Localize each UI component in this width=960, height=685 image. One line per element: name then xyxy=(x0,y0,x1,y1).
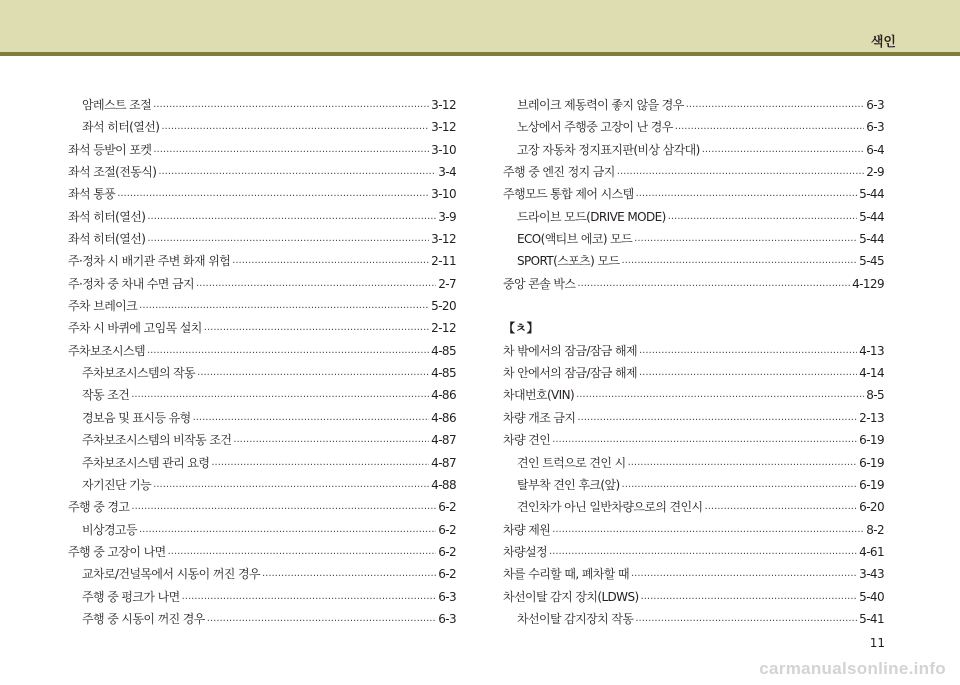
dot-leader xyxy=(262,563,436,585)
index-entry xyxy=(68,139,456,161)
index-entry xyxy=(68,519,456,541)
dot-leader xyxy=(193,407,430,429)
index-entry-page: 4-85 xyxy=(431,366,456,381)
index-entry xyxy=(503,228,884,250)
index-entry-page: 2-13 xyxy=(859,410,884,425)
dot-leader xyxy=(147,228,429,250)
index-entry-label: 좌석 히터(열선) xyxy=(82,120,160,135)
dot-leader xyxy=(131,384,429,406)
index-entry-label: 고장 자동차 정지표지판(비상 삼각대) xyxy=(517,142,700,157)
index-entry-page: 4-86 xyxy=(431,388,456,403)
index-entry-label: 주차보조시스템의 작동 xyxy=(82,366,196,381)
dot-leader xyxy=(549,541,857,563)
dot-leader xyxy=(617,161,864,183)
dot-leader xyxy=(196,273,436,295)
index-entry-page: 2-12 xyxy=(431,321,456,336)
index-entry xyxy=(503,384,884,406)
dot-leader xyxy=(705,496,858,518)
index-entry-page: 3-12 xyxy=(431,98,456,112)
index-entry-label: 주차보조시스템의 비작동 조건 xyxy=(82,433,232,448)
index-entry-label: 브레이크 제동력이 좋지 않을 경우 xyxy=(517,98,684,112)
index-entry-page: 5-44 xyxy=(859,187,884,202)
index-entry-label: 좌석 조절(전동식) xyxy=(68,165,157,180)
index-entry-page: 2-11 xyxy=(431,254,456,269)
dot-leader xyxy=(675,116,864,138)
dot-leader xyxy=(232,250,429,272)
index-entry-page: 5-44 xyxy=(859,209,884,224)
watermark[interactable]: carmanualsonline.info xyxy=(759,659,946,678)
dot-leader xyxy=(147,206,436,228)
dot-leader xyxy=(635,608,857,630)
index-entry xyxy=(68,384,456,406)
index-entry-page: 4-129 xyxy=(852,276,884,291)
index-entry xyxy=(503,474,884,496)
dot-leader xyxy=(686,94,864,116)
index-entry-label: 좌석 통풍 xyxy=(68,187,116,202)
index-entry-page: 6-2 xyxy=(438,544,456,559)
index-entry-page: 6-19 xyxy=(859,455,884,470)
index-entry-page: 3-43 xyxy=(859,567,884,582)
index-entry-label: 차량 개조 금지 xyxy=(503,410,576,425)
index-entry-label: 경보음 및 표시등 유형 xyxy=(82,410,191,425)
dot-leader xyxy=(636,183,858,205)
dot-leader xyxy=(139,295,429,317)
index-entry xyxy=(503,362,884,384)
index-entry-label: 주행 중 고장이 나면 xyxy=(68,544,166,559)
index-entry-label: 좌석 등받이 포켓 xyxy=(68,142,152,157)
index-entry-page: 3-12 xyxy=(431,232,456,247)
index-entry xyxy=(503,586,884,608)
index-entry-label: 차량 견인 xyxy=(503,433,551,448)
index-entry-page: 6-2 xyxy=(438,567,456,582)
index-entry xyxy=(503,161,884,183)
index-entry xyxy=(503,541,884,563)
index-entry xyxy=(503,496,884,518)
index-entry-page: 4-88 xyxy=(431,477,456,492)
index-entry-page: 4-13 xyxy=(859,343,884,358)
dot-leader xyxy=(117,183,429,205)
index-entry-page: 5-44 xyxy=(859,232,884,247)
dot-leader xyxy=(161,116,429,138)
index-entry-label: 작동 조건 xyxy=(82,388,130,403)
index-entry-page: 6-4 xyxy=(866,142,884,157)
index-entry-page: 4-87 xyxy=(431,433,456,448)
index-entry-label: ECO(액티브 에코) 모드 xyxy=(517,232,633,247)
dot-leader xyxy=(207,608,436,630)
index-entry-label: 주행 중 경고 xyxy=(68,500,130,515)
index-entry-page: 4-87 xyxy=(431,455,456,470)
index-entry xyxy=(68,563,456,585)
index-entry-label: 주행모드 통합 제어 시스템 xyxy=(503,187,634,202)
index-entry-label: 좌석 히터(열선) xyxy=(68,209,146,224)
page-number: 11 xyxy=(869,636,885,650)
index-entry-page: 2-9 xyxy=(866,165,884,180)
index-entry-page: 2-7 xyxy=(438,276,456,291)
index-entry-label: 차를 수리할 때, 폐차할 때 xyxy=(503,567,629,582)
index-entry-label: 차선이탈 감지장치 작동 xyxy=(517,611,634,626)
index-entry xyxy=(68,183,456,205)
index-entry xyxy=(503,563,884,585)
index-entry-page: 6-19 xyxy=(859,433,884,448)
index-entry xyxy=(503,429,884,451)
index-entry-page: 3-4 xyxy=(438,165,456,180)
index-entry xyxy=(68,94,456,116)
dot-leader xyxy=(211,452,429,474)
dot-leader xyxy=(639,340,857,362)
index-entry-page: 8-2 xyxy=(866,522,884,537)
index-entry-label: 자기진단 기능 xyxy=(82,477,152,492)
index-entry-label: 비상경고등 xyxy=(82,522,137,537)
index-entry-label: 주·정차 중 차내 수면 금지 xyxy=(68,276,194,291)
index-entry-label: 차 안에서의 잠금/잠금 해제 xyxy=(503,366,637,381)
blank-row xyxy=(503,295,884,317)
index-entry-label: 중앙 콘솔 박스 xyxy=(503,276,576,291)
dot-leader xyxy=(197,362,429,384)
dot-leader xyxy=(621,250,857,272)
section-heading-label: 【ㅊ】 xyxy=(503,321,539,336)
dot-leader xyxy=(204,317,429,339)
index-entry-label: 주행 중 엔진 정지 금지 xyxy=(503,165,615,180)
index-entry xyxy=(503,519,884,541)
index-entry xyxy=(68,206,456,228)
dot-leader xyxy=(158,161,436,183)
dot-leader xyxy=(153,474,429,496)
index-entry-page: 8-5 xyxy=(866,388,884,403)
index-entry xyxy=(68,407,456,429)
index-entry-page: 3-10 xyxy=(431,187,456,202)
index-entry-page: 4-86 xyxy=(431,410,456,425)
dot-leader xyxy=(634,228,857,250)
index-entry-page: 4-61 xyxy=(859,544,884,559)
index-entry xyxy=(68,116,456,138)
index-entry-label: 주차 시 바퀴에 고임목 설치 xyxy=(68,321,202,336)
index-entry-label: 주행 중 시동이 꺼진 경우 xyxy=(82,611,205,626)
index-entry-page: 6-3 xyxy=(866,120,884,135)
index-entry-page: 6-2 xyxy=(438,522,456,537)
dot-leader xyxy=(182,586,437,608)
index-entry-label: 좌석 히터(열선) xyxy=(68,232,146,247)
header-rule xyxy=(0,52,960,56)
index-entry xyxy=(503,206,884,228)
index-entry-label: 탈부착 견인 후크(앞) xyxy=(517,477,620,492)
index-entry-page: 5-41 xyxy=(859,611,884,626)
index-entry-page: 3-10 xyxy=(431,142,456,157)
index-entry xyxy=(68,452,456,474)
dot-leader xyxy=(552,429,857,451)
index-entry-label: 교차로/건널목에서 시동이 꺼진 경우 xyxy=(82,567,260,582)
index-entry-label: 주차보조시스템 xyxy=(68,343,145,358)
index-entry xyxy=(68,429,456,451)
index-entry xyxy=(503,116,884,138)
index-entry-label: 암레스트 조절 xyxy=(82,98,152,112)
index-entry-page: 4-14 xyxy=(859,366,884,381)
index-entry-page: 5-45 xyxy=(859,254,884,269)
index-entry-label: 주·정차 시 배기관 주변 화재 위험 xyxy=(68,254,231,269)
index-entry xyxy=(68,586,456,608)
index-entry xyxy=(68,250,456,272)
index-entry xyxy=(503,452,884,474)
index-entry xyxy=(503,273,884,295)
index-entry xyxy=(68,273,456,295)
index-entry xyxy=(68,161,456,183)
dot-leader xyxy=(131,496,436,518)
index-entry-page: 6-3 xyxy=(866,98,884,112)
index-entry xyxy=(68,496,456,518)
index-entry xyxy=(503,407,884,429)
dot-leader xyxy=(668,206,857,228)
index-entry-page: 6-20 xyxy=(859,500,884,515)
dot-leader xyxy=(576,384,864,406)
index-entry xyxy=(68,608,456,630)
index-entry-label: 주행 중 펑크가 나면 xyxy=(82,589,180,604)
index-entry-label: 차선이탈 감지 장치(LDWS) xyxy=(503,589,639,604)
index-entry-page: 6-3 xyxy=(438,611,456,626)
index-entry-label: 견인 트럭으로 견인 시 xyxy=(517,455,626,470)
index-entry xyxy=(503,250,884,272)
index-entry-label: 차량설정 xyxy=(503,544,547,559)
index-entry xyxy=(68,362,456,384)
index-entry xyxy=(503,608,884,630)
index-entry xyxy=(503,139,884,161)
index-entry-page: 5-40 xyxy=(859,589,884,604)
index-entry xyxy=(68,340,456,362)
dot-leader xyxy=(577,273,850,295)
dot-leader xyxy=(641,586,858,608)
index-entry-page: 5-20 xyxy=(431,299,456,314)
dot-leader xyxy=(628,452,858,474)
dot-leader xyxy=(233,429,429,451)
index-column-right xyxy=(503,94,884,630)
dot-leader xyxy=(639,362,857,384)
index-entry xyxy=(68,228,456,250)
index-entry xyxy=(503,340,884,362)
dot-leader xyxy=(552,519,864,541)
index-entry-label: 차 밖에서의 잠금/잠금 해제 xyxy=(503,343,637,358)
index-entry-label: 주차보조시스템 관리 요령 xyxy=(82,455,210,470)
index-entry-page: 6-3 xyxy=(438,589,456,604)
index-entry-label: SPORT(스포츠) 모드 xyxy=(517,254,620,269)
index-entry xyxy=(68,541,456,563)
dot-leader xyxy=(168,541,437,563)
dot-leader xyxy=(631,563,857,585)
index-entry xyxy=(68,317,456,339)
index-entry xyxy=(68,474,456,496)
header-band xyxy=(0,0,960,52)
index-entry xyxy=(68,295,456,317)
index-entry-page: 4-85 xyxy=(431,343,456,358)
index-entry xyxy=(503,183,884,205)
dot-leader xyxy=(147,340,429,362)
index-entry-label: 노상에서 주행중 고장이 난 경우 xyxy=(517,120,673,135)
index-entry-label: 견인차가 아닌 일반차량으로의 견인시 xyxy=(517,500,703,515)
dot-leader xyxy=(702,139,864,161)
index-entry xyxy=(503,94,884,116)
index-entry-page: 6-2 xyxy=(438,500,456,515)
dot-leader xyxy=(153,94,429,116)
index-entry-label: 드라이브 모드(DRIVE MODE) xyxy=(517,209,666,224)
index-entry-label: 주차 브레이크 xyxy=(68,299,138,314)
dot-leader xyxy=(622,474,858,496)
index-entry-label: 차대번호(VIN) xyxy=(503,388,575,403)
index-column-left xyxy=(68,94,456,630)
index-entry-page: 6-19 xyxy=(859,477,884,492)
index-entry-page: 3-12 xyxy=(431,120,456,135)
index-entry-label: 차량 제원 xyxy=(503,522,551,537)
index-entry-page: 3-9 xyxy=(438,209,456,224)
dot-leader xyxy=(577,407,857,429)
section-heading xyxy=(503,317,884,339)
dot-leader xyxy=(153,139,429,161)
page-title: 색인 xyxy=(870,35,896,50)
dot-leader xyxy=(139,519,436,541)
